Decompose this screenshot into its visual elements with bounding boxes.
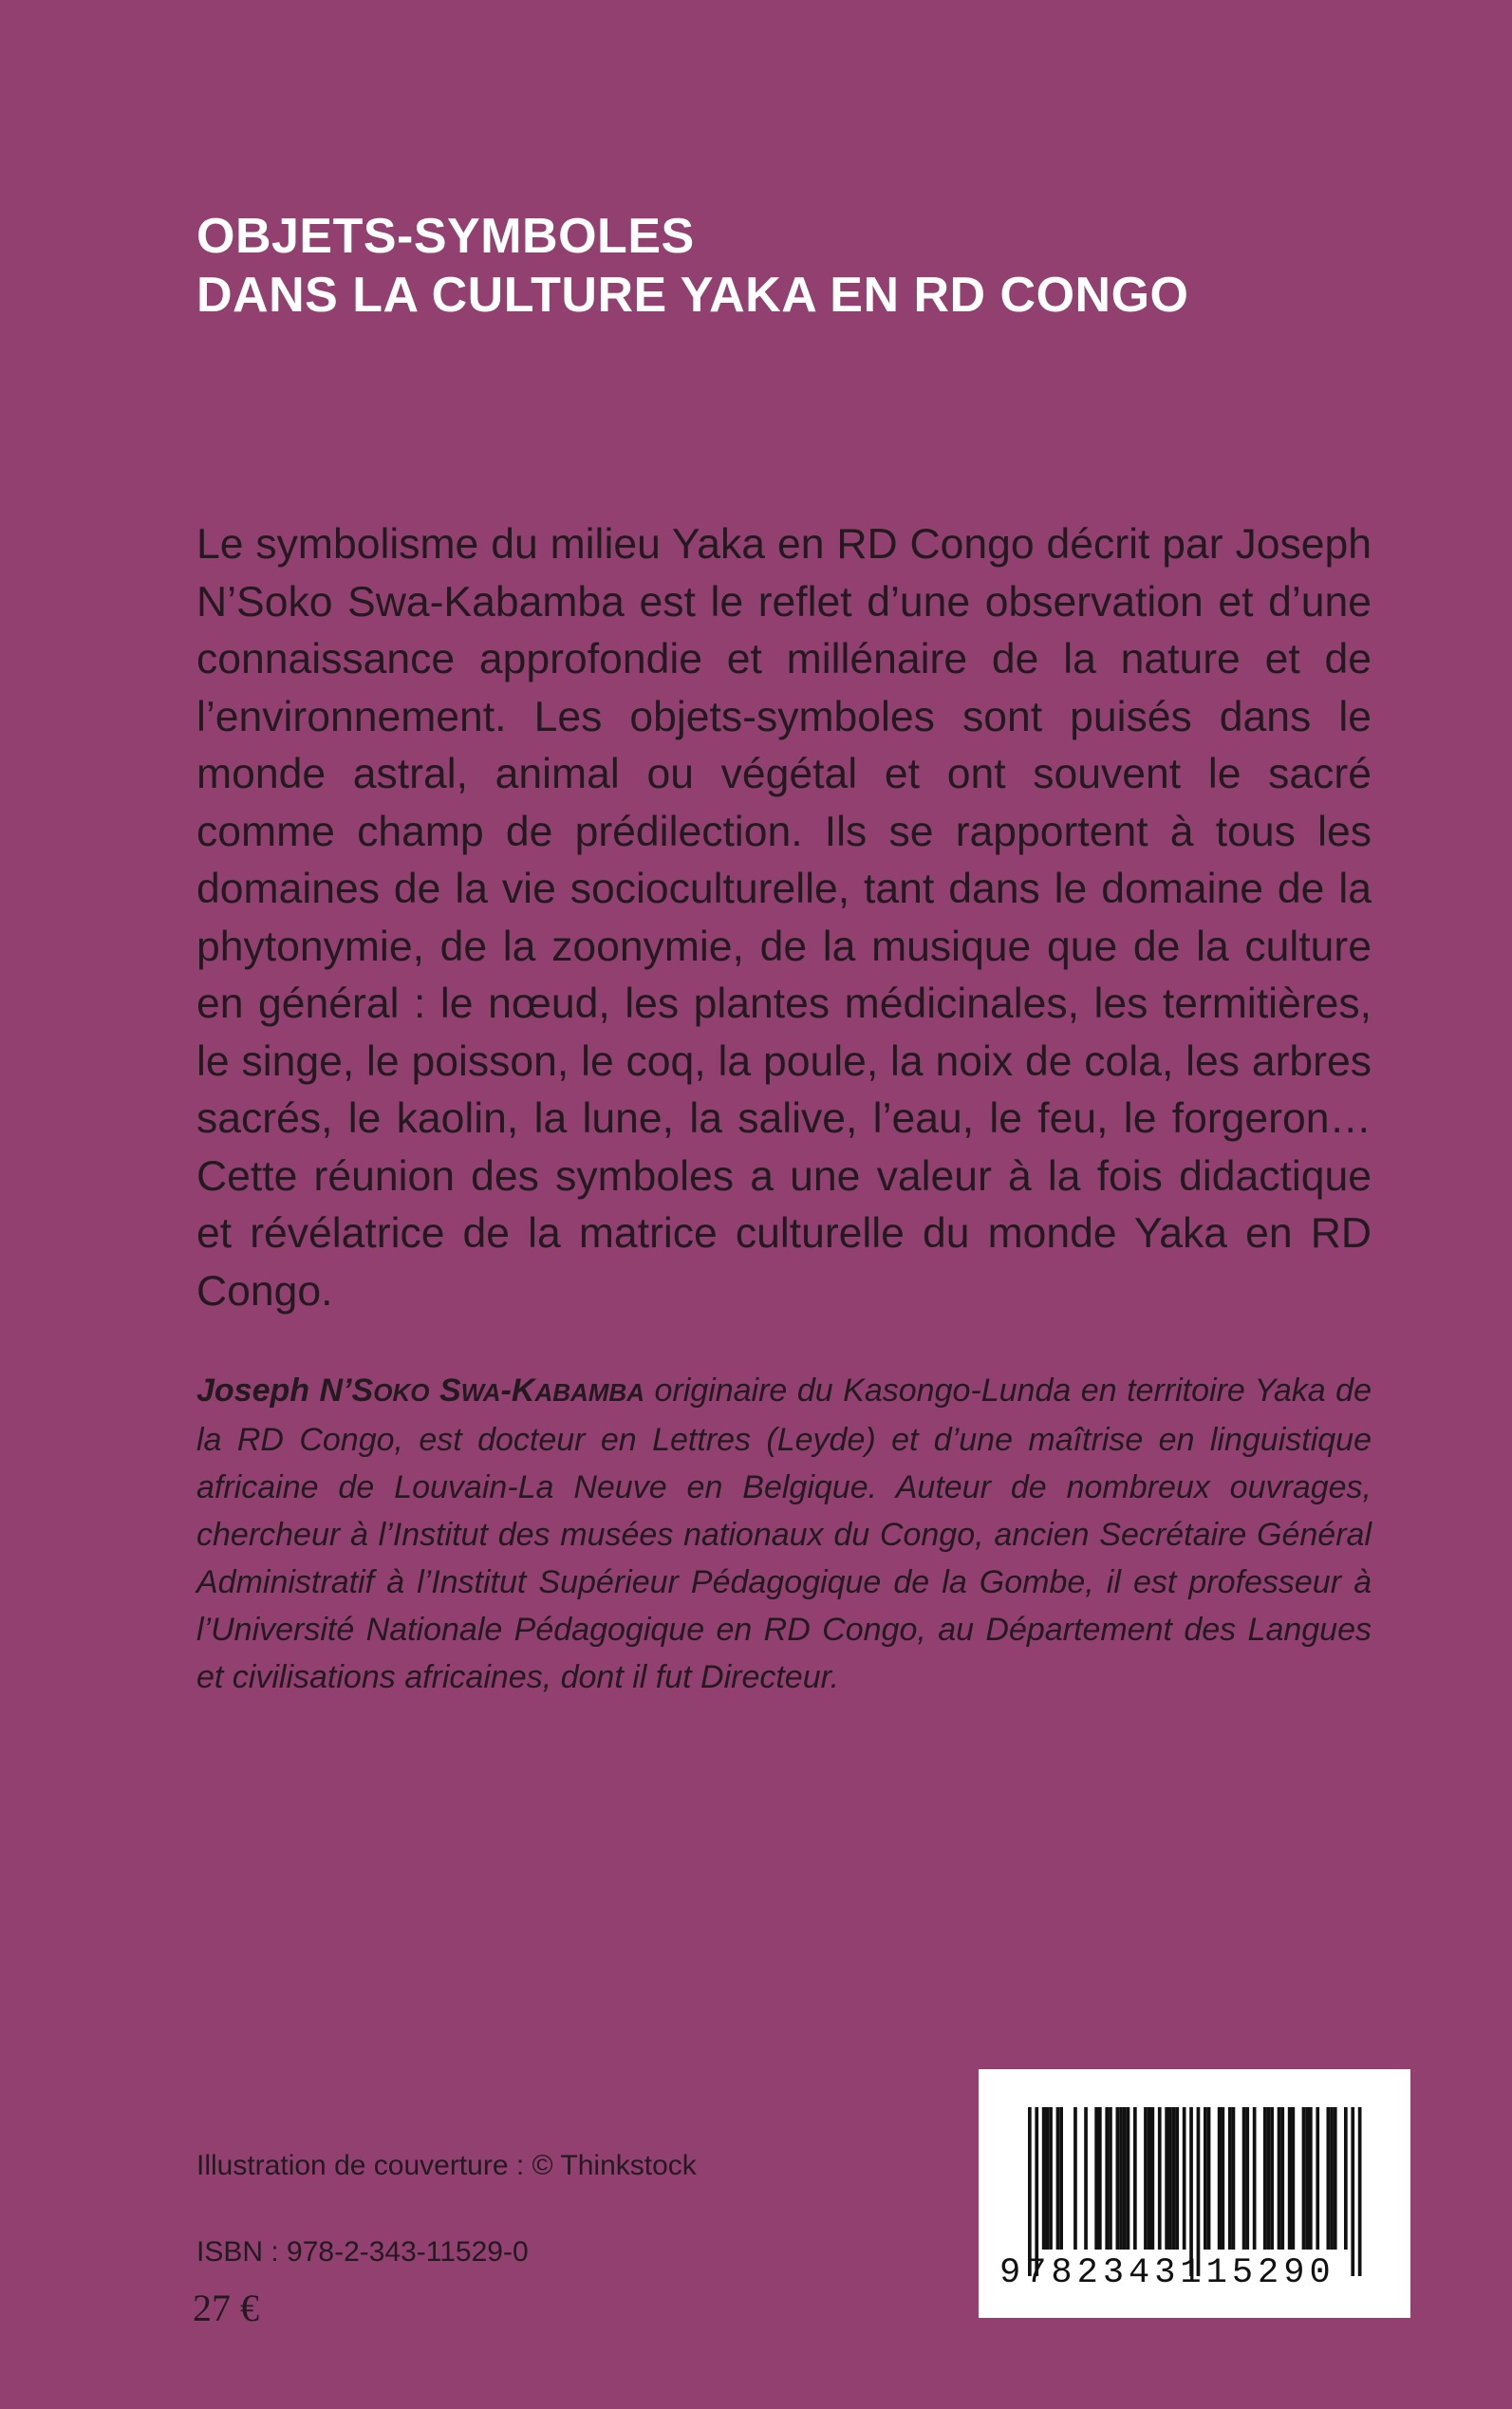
barcode xyxy=(979,2069,1410,2318)
barcode-bar xyxy=(1302,2107,1306,2250)
barcode-bar xyxy=(1175,2107,1179,2250)
isbn: ISBN : 978-2-343-11529-0 xyxy=(196,2236,529,2268)
barcode-bar xyxy=(1158,2107,1162,2250)
barcode-bar xyxy=(1151,2107,1155,2250)
barcode-bar xyxy=(1228,2107,1232,2250)
barcode-bar xyxy=(1334,2107,1337,2250)
barcode-bar xyxy=(1232,2107,1236,2250)
barcode-bar xyxy=(1316,2107,1319,2250)
barcode-bar xyxy=(1245,2107,1249,2250)
barcode-bar xyxy=(1344,2107,1348,2250)
barcode-bar xyxy=(1109,2107,1112,2250)
barcode-bar xyxy=(1084,2107,1088,2250)
barcode-bar xyxy=(1222,2107,1225,2250)
barcode-bar xyxy=(1207,2107,1211,2250)
barcode-bar xyxy=(1028,2107,1032,2276)
barcode-bar xyxy=(1119,2107,1123,2250)
barcode-bar xyxy=(1263,2107,1267,2250)
barcode-bar xyxy=(1049,2107,1053,2250)
barcode-bar xyxy=(1116,2107,1120,2250)
barcode-bar xyxy=(1330,2107,1334,2250)
barcode-bar xyxy=(1288,2107,1292,2250)
cover-credit: Illustration de couverture : © Thinkstock xyxy=(196,2150,697,2181)
barcode-bar xyxy=(1197,2107,1201,2276)
barcode-bar xyxy=(1056,2107,1060,2250)
book-title-line-1: OBJETS-SYMBOLES xyxy=(196,209,695,264)
barcode-bar xyxy=(1218,2107,1222,2250)
barcode-bar xyxy=(1042,2107,1046,2250)
barcode-bar xyxy=(1165,2107,1168,2250)
barcode-bar xyxy=(1105,2107,1109,2250)
barcode-bar xyxy=(1253,2107,1257,2250)
barcode-bar xyxy=(1189,2107,1193,2276)
book-title xyxy=(196,207,1316,325)
barcode-bar xyxy=(1242,2107,1246,2250)
barcode-bar xyxy=(1073,2107,1077,2250)
barcode-bar xyxy=(1267,2107,1271,2250)
barcode-bar xyxy=(1305,2107,1309,2250)
barcode-bar xyxy=(1098,2107,1102,2250)
book-summary: Le symbolisme du milieu Yaka en RD Congo décrit par Joseph N’Soko Swa-Kabamba est le reflet d’une observation et d’une connaissance approfondie et millénaire de la nature et de l’environnement. Les objets-symboles sont puisés dans le monde astral, animal ou végétal et ont souvent le sacré comme champ de prédilection. Ils se rapportent à tous les domaines de la vie socioculturelle, tant dans le domaine de la phytonymie, de la zoonymie, de la musique que de la culture en général : le nœud, les plantes médicinales, les termitières, le singe, le poisson, le coq, la poule, la noix de cola, les arbres sacrés, le kaolin, la lune, la salive, l’eau, le feu, le forgeron… Cette réunion des symboles a une valeur à la fois didactique et révélatrice de la matrice culturelle du monde Yaka en RD Congo. xyxy=(196,521,1372,1315)
barcode-bar xyxy=(1270,2107,1274,2250)
barcode-bar xyxy=(1183,2107,1186,2250)
barcode-bar xyxy=(1035,2107,1038,2276)
barcode-bar xyxy=(1059,2107,1063,2250)
book-title-line-2: DANS LA CULTURE YAKA EN RD CONGO xyxy=(196,268,1189,323)
barcode-bar xyxy=(1172,2107,1176,2250)
barcode-bar xyxy=(1144,2107,1148,2250)
barcode-bar xyxy=(1123,2107,1127,2250)
barcode-bar xyxy=(1292,2107,1296,2250)
author-bio-text: originaire du Kasongo-Lunda en territoire Yaka de la RD Congo, est docteur en Lettres (Leyde) et d’une maîtrise en linguistique africaine de Louvain-La Neuve en Belgique. Auteur de nombreux ouvrages, chercheur à l’Institut des musées nationaux du Congo, ancien Secrétaire Général Administratif à l’Institut Supérieur Pédagogique de la Gombe, il est professeur à l’Université Nationale Pédagogique en RD Congo, au Département des Langues et civilisations africaines, dont il fut Directeur. xyxy=(196,1373,1372,1695)
barcode-bar xyxy=(1168,2107,1172,2250)
barcode-bar xyxy=(1351,2107,1354,2276)
barcode-bar xyxy=(1133,2107,1137,2250)
author-name: Joseph N’SOKO SWA-KABAMBA xyxy=(196,1373,644,1409)
barcode-digits: 9782343115290 xyxy=(999,2253,1335,2293)
barcode-bar xyxy=(1358,2107,1362,2276)
barcode-bar xyxy=(1309,2107,1313,2250)
barcode-bar xyxy=(1204,2107,1207,2250)
barcode-bar xyxy=(1046,2107,1050,2250)
barcode-bar xyxy=(1327,2107,1331,2250)
barcode-bar xyxy=(1278,2107,1281,2250)
barcode-bar xyxy=(1094,2107,1098,2250)
barcode-bar xyxy=(1148,2107,1151,2250)
barcode-bar xyxy=(1280,2107,1284,2250)
price: 27 € xyxy=(193,2287,259,2329)
barcode-bar xyxy=(1127,2107,1130,2250)
author-bio xyxy=(196,1367,1372,1701)
